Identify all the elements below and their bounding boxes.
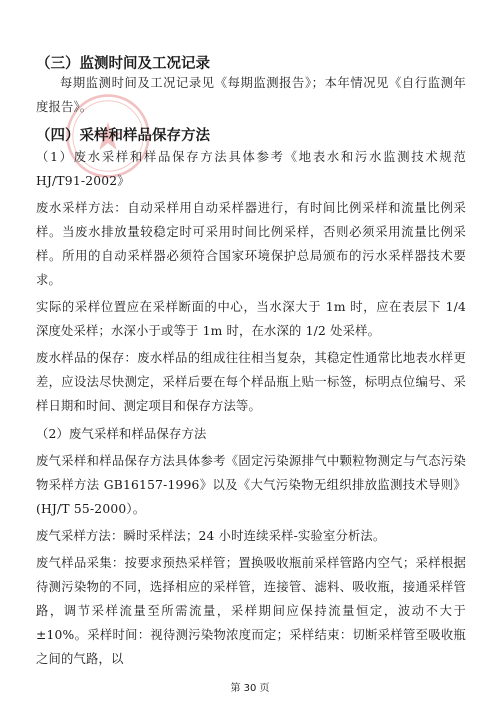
section3-body: 每期监测时间及工况记录见《每期监测报告》；本年情况见《自行监测年度报告》。 xyxy=(36,76,466,114)
sampling-position: 实际的采样位置应在采样断面的中心，当水深大于 1m 时，应在表层下 1/4 深度处采样；水深小于或等于 1m 时，在水深的 1/2 处采样。 xyxy=(36,300,466,338)
section4-heading-block xyxy=(36,124,466,145)
section4-heading: （四）采样和样品保存方法 xyxy=(36,128,210,144)
wastewater-sampling-method: 废水采样方法：自动采样用自动采样器进行，有时间比例采样和流量比例采样。当废水排放量较稳定时可采用时间比例采样，否则必须采用流量比例采样。所用的自动采样器必须符合国家环境保护总局颁布的污水采样器技术要求。 xyxy=(36,201,466,287)
wastewater-sample-storage: 废水样品的保存：废水样品的组成往往相当复杂，其稳定性通常比地表水样更差，应设法尽快测定，采样后要在每个样品瓶上贴一标签，标明点位编号、采样日期和时间、测定项目和保存方法等。 xyxy=(36,351,466,413)
section3-heading: （三）监测时间及工况记录 xyxy=(36,56,210,72)
section3-heading-block xyxy=(36,52,466,73)
exhaust-sample-collection: 废气样品采集：按要求预热采样管；置换吸收瓶前采样管路内空气；采样根据待测污染物的不同，选择相应的采样管，连接管、滤料、吸收瓶，接通采样管路，调节采样流量至所需流量，采样期间应保持流量恒定，波动不大于±10%。采样时间：视待测污染物浓度而定；采样结束：切断采样管至吸收瓶之间的气路，以 xyxy=(36,556,466,666)
exhaust-sampling-method: 废气采样方法：瞬时采样法；24 小时连续采样-实验室分析法。 xyxy=(36,529,386,543)
exhaust-reference: 废气采样和样品保存方法具体参考《固定污染源排气中颗粒物测定与气态污染物采样方法 GB16157-1996》以及《大气污染物无组织排放监测技术导则》(HJ/T 55-2000）。 xyxy=(36,454,466,516)
section4-content xyxy=(36,145,466,671)
wastewater-subheading: （1）废水采样和样品保存方法具体参考《地表水和污水监测技术规范HJ/T91-2002》 xyxy=(36,150,466,188)
section3-body-block xyxy=(36,71,466,119)
page-number: 第 30 页 xyxy=(230,683,270,694)
exhaust-subheading: （2）废气采样和样品保存方法 xyxy=(36,427,207,441)
